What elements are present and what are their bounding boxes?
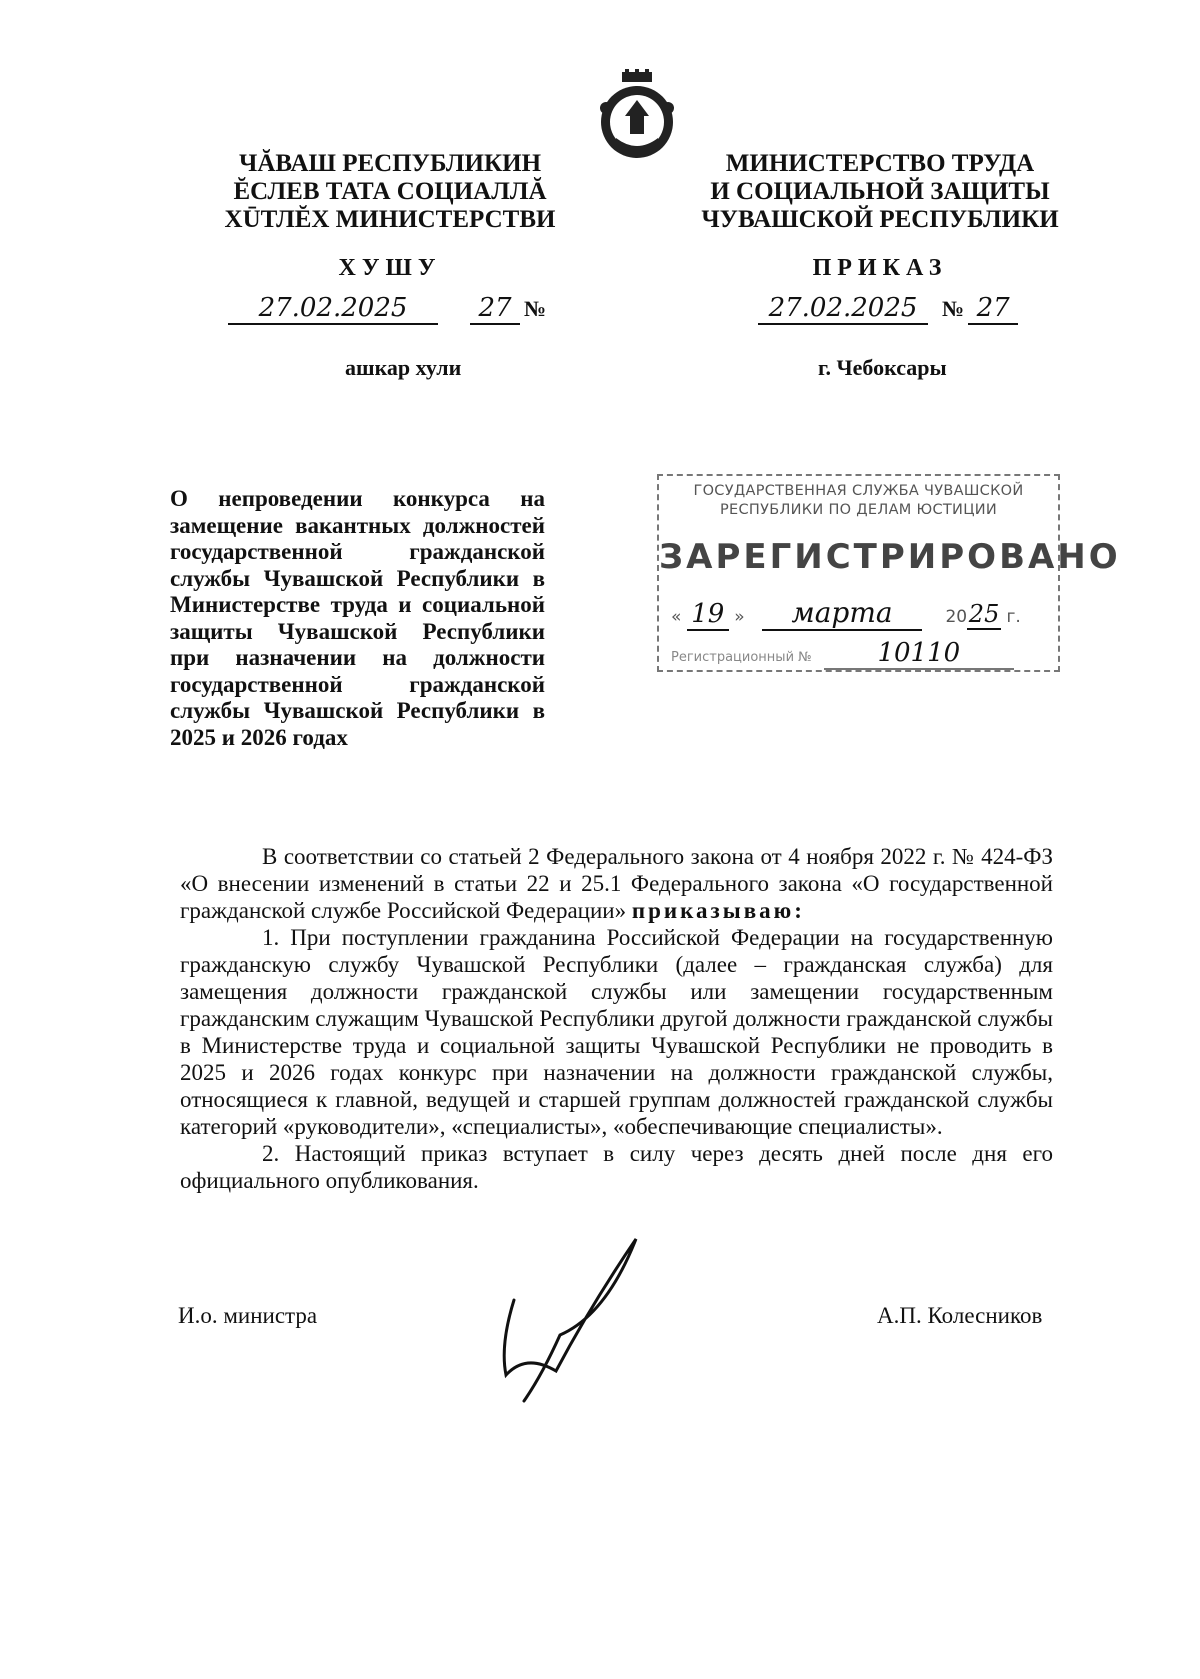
date-left-value: 27.02.2025 (228, 293, 438, 325)
place-russian: г. Чебоксары (818, 355, 947, 380)
number-left (470, 293, 546, 325)
number-right (942, 293, 1018, 325)
stamp-quote-close: » (734, 607, 745, 627)
coat-of-arms-icon (594, 68, 680, 162)
stamp-quote-open: « (671, 607, 682, 627)
item-1: 1. При поступлении гражданина Российской Федерации на государственную гражданскую службу Чувашской Республики (далее – гражданская служба) для замещения должности гражданской службы или замещении государственным гражданским служащим Чувашской Республики другой должности гражданской службы в Министерстве труда и социальной защиты Чувашской Республики не проводить в 2025 и 2026 годах конкурс при назначении на должности гражданской службы, относящиеся к главной, ведущей и старшей группам должностей гражданской службы категорий «руководители», «специалисты», «обеспечивающие специалисты». (180, 925, 1053, 1139)
date-left (228, 293, 438, 325)
date-right-value: 27.02.2025 (758, 293, 928, 325)
header-right-line-3: ЧУВАШСКОЙ РЕСПУБЛИКИ (701, 206, 1059, 233)
stamp-year-prefix: 20 (945, 607, 968, 627)
stamp-org-line-2: РЕСПУБЛИКИ ПО ДЕЛАМ ЮСТИЦИИ (719, 502, 998, 518)
item-2: 2. Настоящий приказ вступает в силу через десять дней после дня его официального опубликования. (180, 1141, 1053, 1193)
doc-type-chuvash: ХУШУ (338, 255, 442, 281)
signer-name: А.П. Колесников (877, 1303, 1043, 1328)
intro-paragraph (180, 843, 1053, 924)
ministry-name-russian (690, 150, 1070, 234)
stamp-year-unit: г. (1006, 607, 1021, 627)
stamp-year-suffix: 25 (968, 600, 1000, 628)
order-word: приказываю: (631, 898, 805, 923)
stamp-month: марта (762, 596, 922, 631)
header-left-line-2: ĔСЛЕВ ТАТА СОЦИАЛЛĂ (233, 178, 547, 205)
stamp-date (671, 596, 1051, 631)
handwritten-signature-icon (486, 1225, 686, 1405)
stamp-reg-row (671, 638, 1051, 670)
stamp-reg-number: 10110 (824, 638, 1014, 670)
place-chuvash: ашкар хули (345, 355, 462, 380)
doc-type-russian: ПРИКАЗ (812, 255, 948, 281)
date-right (758, 293, 928, 325)
signer-position: И.о. министра (178, 1303, 318, 1328)
header-right-line-1: МИНИСТЕРСТВО ТРУДА (725, 150, 1035, 177)
stamp-day: 19 (687, 599, 729, 631)
intro-text: В соответствии со статьей 2 Федерального закона от 4 ноября 2022 г. № 424-ФЗ «О внесении изменений в статьи 22 и 25.1 Федерального закона «О государственной гражданской службе Российской Федерации» (180, 844, 1053, 923)
stamp-org (659, 482, 1058, 520)
order-subject: О непроведении конкурса на замещение вакантных должностей государственной гражданской службы Чувашской Республики в Министерстве труда и социальной защиты Чувашской Республики при назначении на должности государственной гражданской службы Чувашской Республики в 2025 и 2026 годах (170, 486, 545, 750)
stamp-status: ЗАРЕГИСТРИРОВАНО (659, 537, 1121, 577)
number-right-value: 27 (968, 293, 1018, 325)
stamp-org-line-1: ГОСУДАРСТВЕННАЯ СЛУЖБА ЧУВАШСКОЙ (693, 483, 1024, 499)
header-left-line-3: ХŪТЛĔХ МИНИСТЕРСТВИ (224, 206, 556, 233)
registration-stamp (657, 474, 1121, 672)
header-left-line-1: ЧĂВАШ РЕСПУБЛИКИН (238, 150, 542, 177)
order-body (180, 843, 1053, 1194)
number-left-sign: № (524, 296, 547, 321)
number-right-sign: № (942, 296, 965, 321)
ministry-name-chuvash (200, 150, 580, 234)
stamp-reg-label: Регистрационный № (671, 650, 812, 665)
header-right-line-2: И СОЦИАЛЬНОЙ ЗАЩИТЫ (710, 178, 1050, 205)
number-left-value: 27 (470, 293, 520, 325)
